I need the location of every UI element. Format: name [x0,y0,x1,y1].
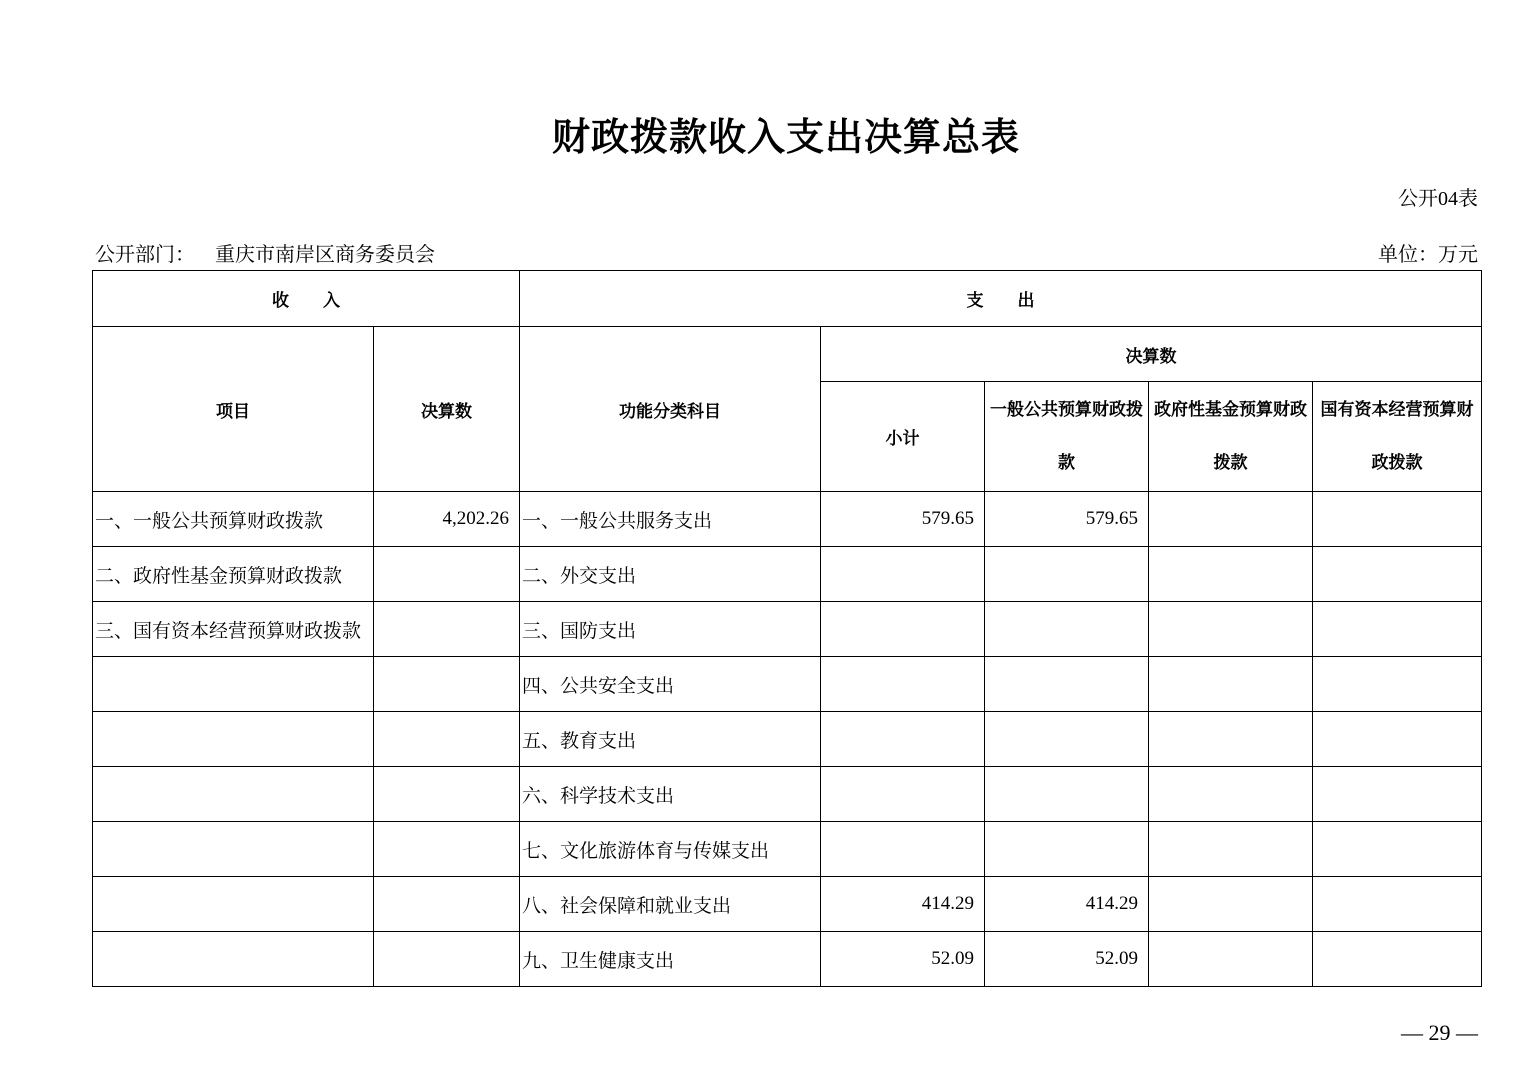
cell-general [985,767,1149,822]
page-title: 财政拨款收入支出决算总表 [551,117,1020,159]
general-header: 一般公共预算财政拨款 [985,382,1149,492]
cell-fund [1149,657,1313,712]
cell-general [985,822,1149,877]
item-header: 项目 [93,327,374,492]
department [95,238,455,267]
cell-state [1313,877,1482,932]
cell-subtotal [821,602,985,657]
cell-state [1313,932,1482,987]
subtotal-header: 小计 [821,382,985,492]
cell-subtotal: 579.65 [821,492,985,547]
cell-state [1313,712,1482,767]
cell-item [93,877,374,932]
cell-amount [374,767,520,822]
cell-func: 五、教育支出 [520,712,821,767]
cell-general: 579.65 [985,492,1149,547]
cell-amount: 4,202.26 [374,492,520,547]
cell-func: 一、一般公共服务支出 [520,492,821,547]
page-number: — 29 — [1401,1020,1478,1045]
cell-fund [1149,602,1313,657]
cell-general [985,712,1149,767]
cell-state [1313,767,1482,822]
cell-state [1313,822,1482,877]
department-label: 公开部门： [95,244,195,266]
cell-item: 三、国有资本经营预算财政拨款 [93,602,374,657]
fund-header: 政府性基金预算财政拨款 [1149,382,1313,492]
cell-func: 二、外交支出 [520,547,821,602]
cell-fund [1149,877,1313,932]
cell-general: 414.29 [985,877,1149,932]
cell-item: 二、政府性基金预算财政拨款 [93,547,374,602]
table-row [93,547,1482,602]
cell-fund [1149,547,1313,602]
cell-amount [374,657,520,712]
income-header: 收 入 [93,271,520,327]
table-row [93,657,1482,712]
cell-func: 七、文化旅游体育与传媒支出 [520,822,821,877]
cell-item [93,822,374,877]
cell-general [985,547,1149,602]
unit-label: 单位：万元 [1378,244,1478,266]
table-row [93,712,1482,767]
cell-amount [374,602,520,657]
table-row [93,932,1482,987]
cell-func: 六、科学技术支出 [520,767,821,822]
function-header: 功能分类科目 [520,327,821,492]
cell-fund [1149,822,1313,877]
cell-subtotal [821,547,985,602]
cell-fund [1149,767,1313,822]
table-row [93,877,1482,932]
cell-item: 一、一般公共预算财政拨款 [93,492,374,547]
cell-item [93,932,374,987]
cell-fund [1149,492,1313,547]
cell-fund [1149,932,1313,987]
cell-subtotal [821,767,985,822]
cell-amount [374,877,520,932]
cell-general: 52.09 [985,932,1149,987]
cell-func: 八、社会保障和就业支出 [520,877,821,932]
cell-subtotal [821,822,985,877]
table-row [93,822,1482,877]
cell-func: 三、国防支出 [520,602,821,657]
cell-general [985,657,1149,712]
cell-amount [374,822,520,877]
cell-subtotal: 52.09 [821,932,985,987]
state-header: 国有资本经营预算财政拨款 [1313,382,1482,492]
cell-state [1313,602,1482,657]
cell-fund [1149,712,1313,767]
cell-item [93,712,374,767]
cell-item [93,767,374,822]
table-number: 公开04表 [1398,188,1478,210]
table-row [93,767,1482,822]
amount-header: 决算数 [374,327,520,492]
department-name: 重庆市南岸区商务委员会 [215,244,435,266]
cell-amount [374,712,520,767]
cell-subtotal [821,657,985,712]
cell-subtotal: 414.29 [821,877,985,932]
cell-state [1313,547,1482,602]
cell-general [985,602,1149,657]
cell-func: 四、公共安全支出 [520,657,821,712]
cell-state [1313,657,1482,712]
table-row [93,602,1482,657]
cell-subtotal [821,712,985,767]
cell-amount [374,932,520,987]
cell-func: 九、卫生健康支出 [520,932,821,987]
budget-table [92,270,1482,987]
table-row [93,492,1482,547]
cell-state [1313,492,1482,547]
cell-item [93,657,374,712]
cell-amount [374,547,520,602]
final-header: 决算数 [821,327,1482,382]
expense-header: 支 出 [520,271,1482,327]
